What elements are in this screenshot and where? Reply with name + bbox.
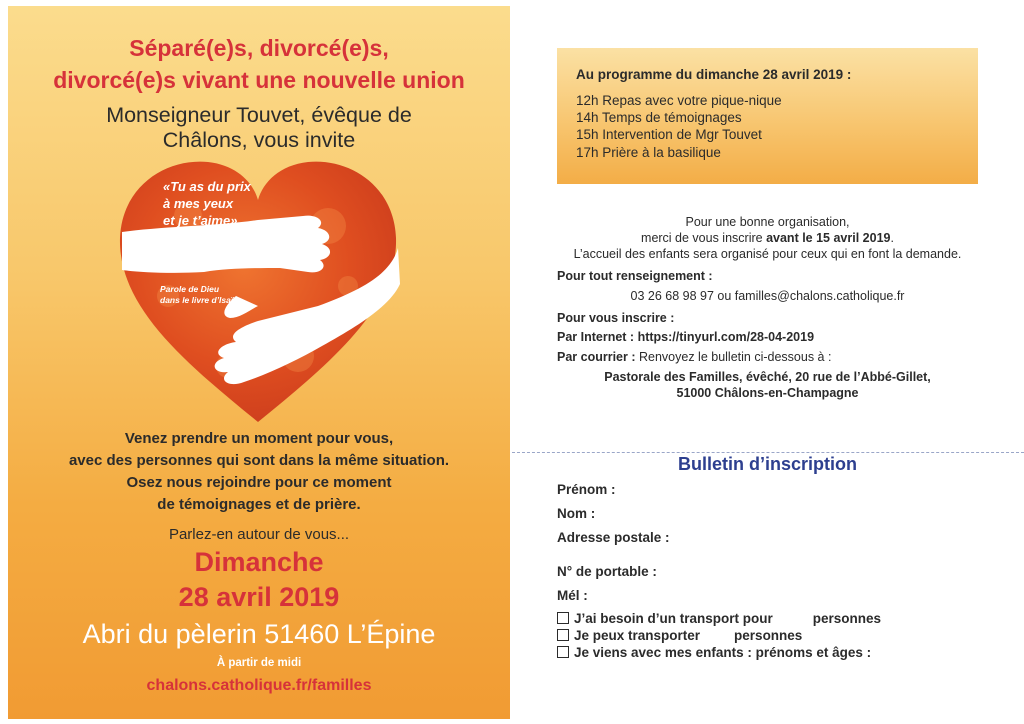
registration-mail	[557, 350, 831, 364]
field-adresse[interactable]: Adresse postale :	[557, 530, 670, 545]
invite-line-1: Monseigneur Touvet, évêque de	[106, 103, 412, 127]
option-text: J’ai besoin d’un transport pour	[574, 611, 773, 626]
headline-line-2: divorcé(e)s vivant une nouvelle union	[53, 67, 465, 93]
option-text: personnes	[734, 628, 803, 643]
organization-line-3: L’accueil des enfants sera organisé pour ceux qui en font la demande.	[573, 247, 962, 261]
body-line-2: avec des personnes qui sont dans la même situation.	[68, 452, 450, 469]
option-children[interactable]	[557, 645, 871, 660]
program-item: 14h Temps de témoignages	[576, 110, 742, 125]
event-day: Dimanche	[194, 547, 324, 577]
field-nom[interactable]: Nom :	[557, 506, 596, 521]
organization-line-2-end: .	[890, 231, 894, 245]
invite-line-2: Châlons, vous invite	[162, 128, 356, 152]
cut-line-divider	[512, 452, 1024, 453]
checkbox-icon[interactable]	[557, 646, 569, 658]
source-line-2: dans le livre d’Isaïe	[160, 295, 238, 305]
registration-url[interactable]: https://tinyurl.com/28-04-2019	[637, 330, 815, 344]
registration-deadline: avant le 15 avril 2019	[766, 231, 891, 245]
field-prenom[interactable]: Prénom :	[557, 482, 616, 497]
quote-line-2: à mes yeux	[163, 196, 234, 211]
option-text: personnes	[812, 611, 882, 626]
program-item: 12h Repas avec votre pique-nique	[576, 93, 782, 108]
mail-label: Par courrier :	[557, 350, 639, 364]
field-mel[interactable]: Mél :	[557, 588, 588, 603]
source-line-1: Parole de Dieu	[160, 284, 220, 294]
program-item: 15h Intervention de Mgr Touvet	[576, 127, 762, 142]
option-transport-need[interactable]	[557, 611, 881, 626]
flyer-panel	[8, 6, 510, 719]
program-item: 17h Prière à la basilique	[576, 145, 721, 160]
body-line-4: de témoignages et de prière.	[157, 496, 361, 513]
registration-label: Pour vous inscrire :	[557, 311, 675, 325]
option-text: Je viens avec mes enfants : prénoms et âges :	[574, 645, 872, 660]
event-date: 28 avril 2019	[178, 582, 340, 612]
share-text: Parlez-en autour de vous...	[168, 526, 350, 543]
checkbox-icon[interactable]	[557, 629, 569, 641]
quote-line-3: et je t’aime»	[163, 213, 238, 228]
field-portable[interactable]: N° de portable :	[557, 564, 657, 579]
option-transport-offer[interactable]	[557, 628, 802, 643]
option-text: Je peux transporter	[574, 628, 701, 643]
organization-line-2-text: merci de vous inscrire	[641, 231, 767, 245]
internet-label: Par Internet :	[557, 330, 638, 344]
body-line-3: Osez nous rejoindre pour ce moment	[126, 474, 392, 491]
info-contact[interactable]: 03 26 68 98 97 ou familles@chalons.catholique.fr	[630, 289, 905, 303]
program-box	[557, 48, 978, 184]
heart-illustration	[108, 156, 408, 426]
quote-line-1: «Tu as du prix	[163, 179, 251, 194]
website-link[interactable]: chalons.catholique.fr/familles	[146, 677, 372, 694]
info-label: Pour tout renseignement :	[557, 269, 713, 283]
event-venue: Abri du pèlerin 51460 L’Épine	[82, 619, 436, 649]
event-start-time: À partir de midi	[216, 657, 302, 669]
body-line-1: Venez prendre un moment pour vous,	[124, 430, 394, 447]
address-line-2: 51000 Châlons-en-Champagne	[676, 386, 859, 400]
form-title: Bulletin d’inscription	[678, 454, 857, 474]
organization-line-1: Pour une bonne organisation,	[685, 215, 850, 229]
address-line-1: Pastorale des Familles, évêché, 20 rue de l’Abbé-Gillet,	[604, 370, 931, 384]
checkbox-icon[interactable]	[557, 612, 569, 624]
program-title: Au programme du dimanche 28 avril 2019 :	[576, 67, 852, 82]
mail-text: Renvoyez le bulletin ci-dessous à :	[638, 350, 832, 364]
organization-line-2	[557, 231, 978, 245]
headline-line-1: Séparé(e)s, divorcé(e)s,	[129, 35, 389, 61]
registration-internet	[557, 330, 814, 344]
